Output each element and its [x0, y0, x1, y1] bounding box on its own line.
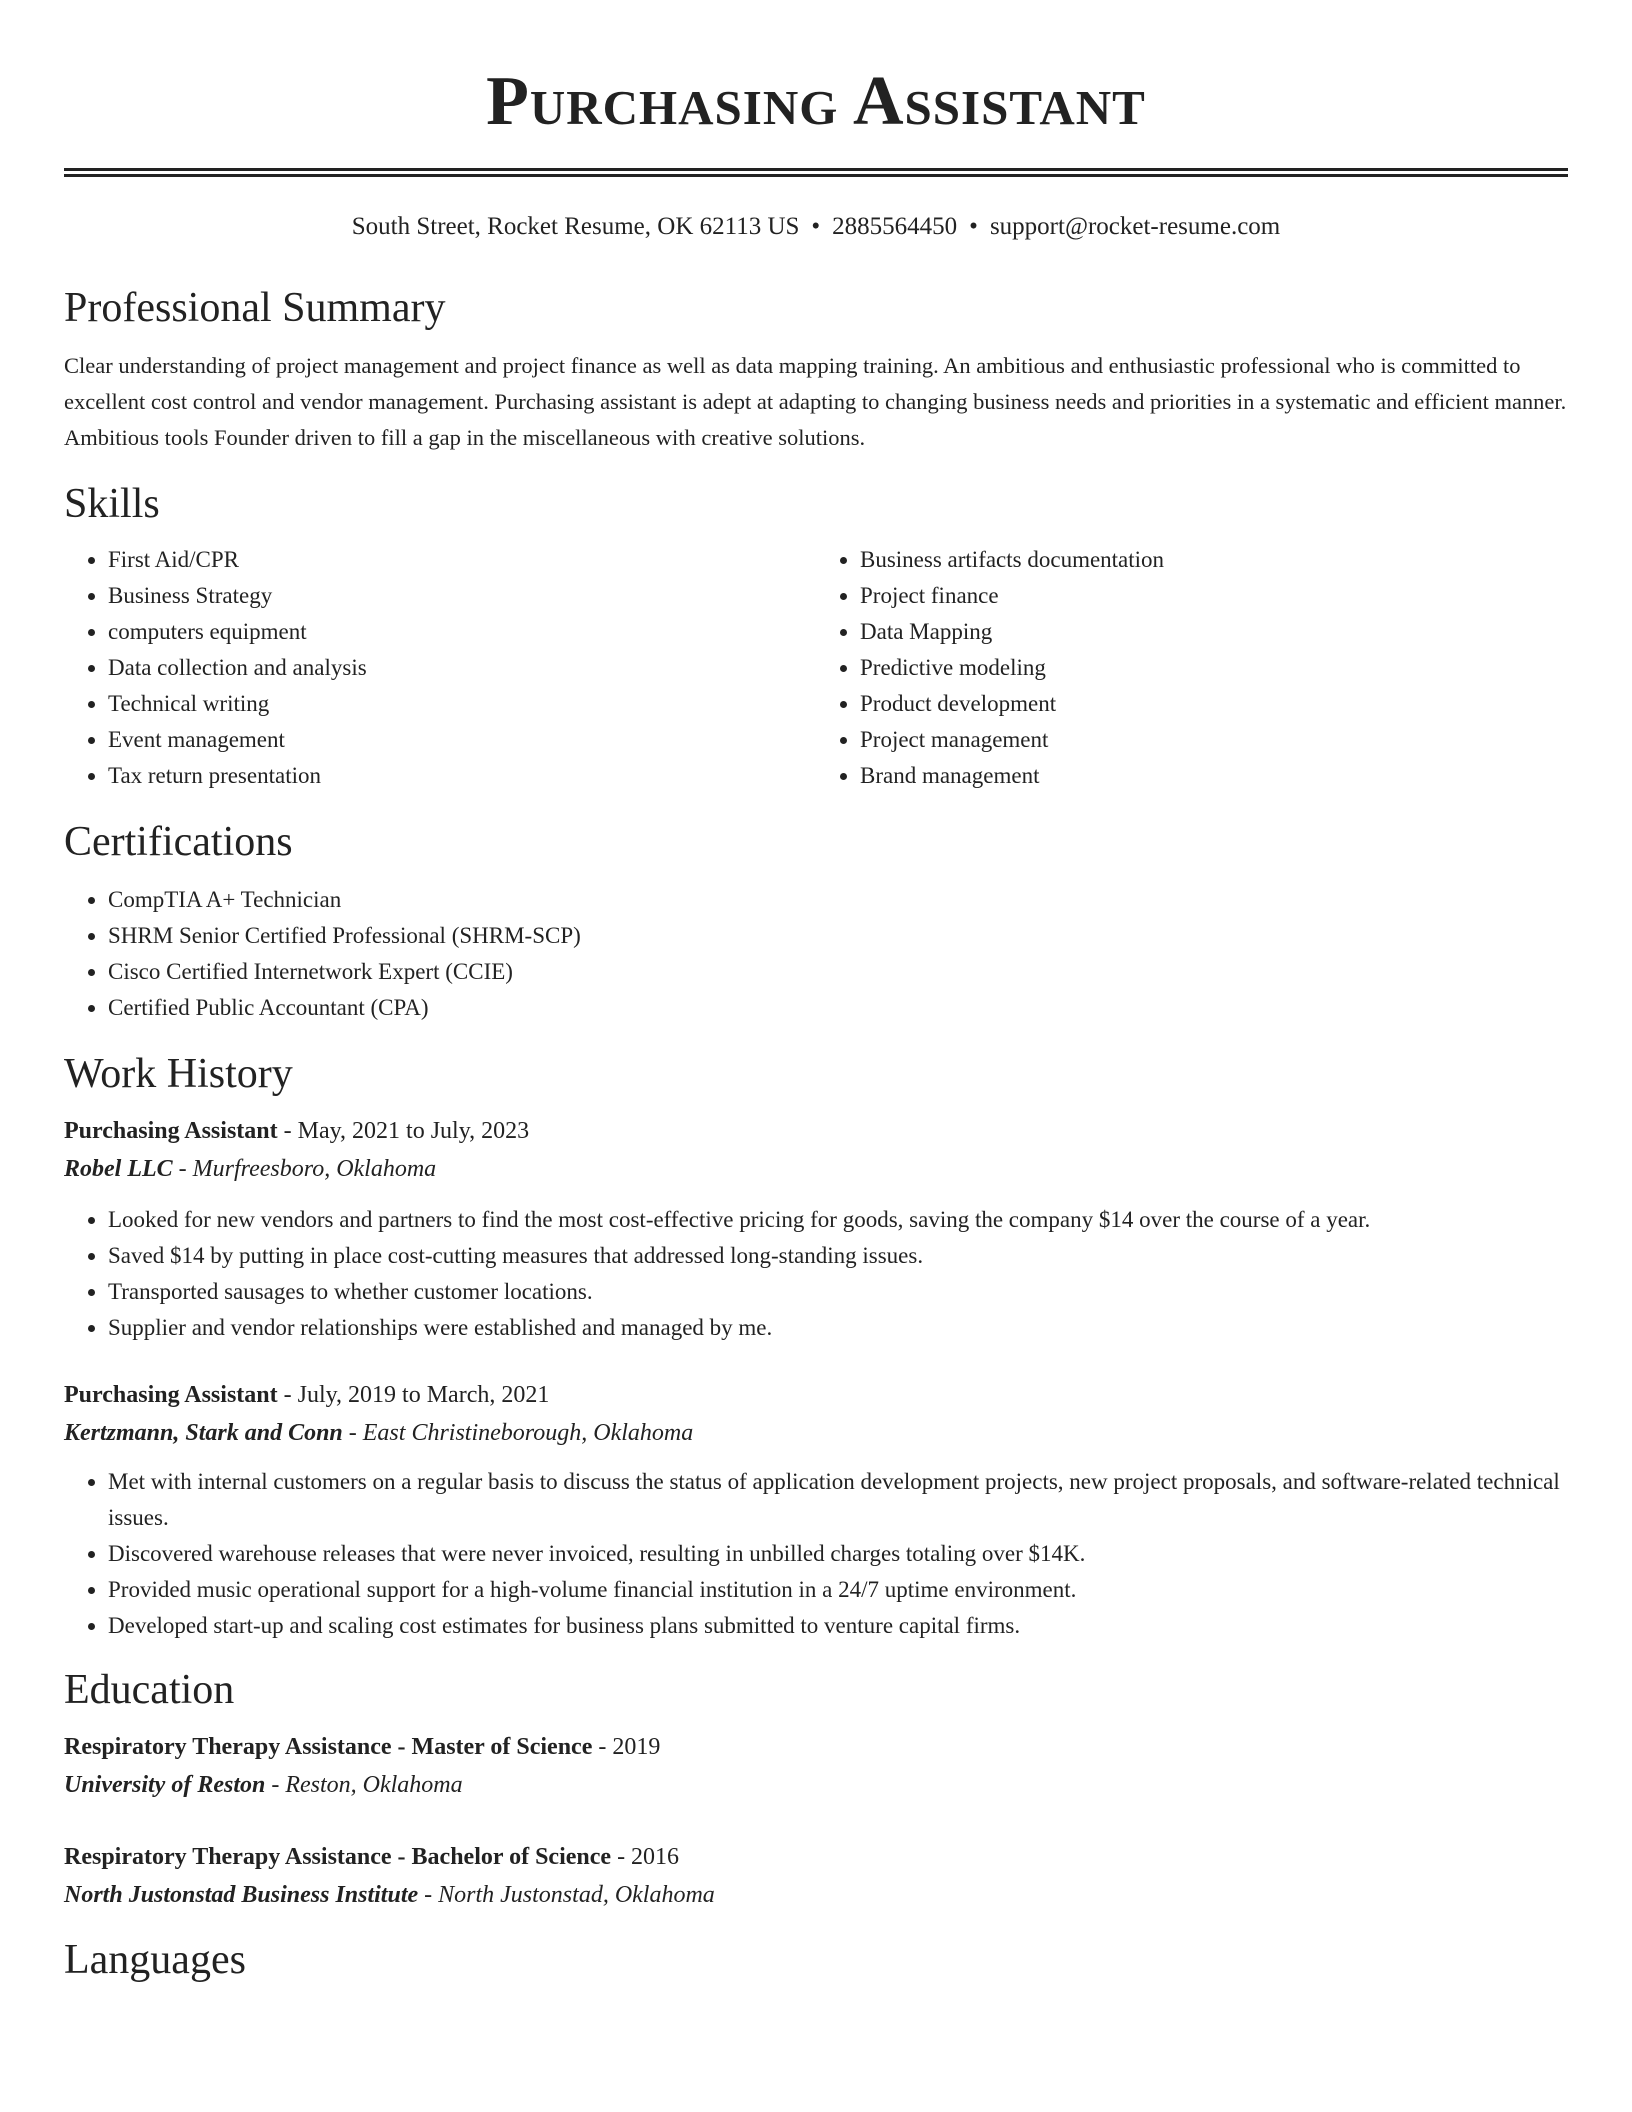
contact-line [64, 211, 1568, 243]
education-school: North Justonstad Business Institute [64, 1882, 419, 1908]
job-bullet: • Met with internal customers on a regular basis to discuss the status of application development projects, new project proposals, and software-related technical issues. [108, 1464, 1568, 1536]
section-title-work-history: Work History [64, 1051, 293, 1097]
skills-column-left [64, 542, 816, 794]
skill-item: • computers equipment [108, 614, 816, 650]
education-heading [64, 1728, 1568, 1766]
education-year: - 2019 [592, 1734, 661, 1760]
education-school: University of Reston [64, 1772, 266, 1798]
skills-column-right [816, 542, 1568, 794]
job-dates: - May, 2021 to July, 2023 [277, 1118, 530, 1144]
skill-item: • Business artifacts documentation [860, 542, 1568, 578]
skill-item: • First Aid/CPR [108, 542, 816, 578]
section-title-education: Education [64, 1667, 235, 1713]
job-bullet: • Transported sausages to whether customer locations. [108, 1274, 1568, 1310]
resume-name: Purchasing Assistant [486, 63, 1146, 140]
job-role: Purchasing Assistant [64, 1382, 278, 1408]
job-bullet: • Supplier and vendor relationships were established and managed by me. [108, 1310, 1568, 1346]
education-location: - North Justonstad, Oklahoma [418, 1882, 715, 1908]
skill-item: • Technical writing [108, 686, 816, 722]
job-bullet: • Looked for new vendors and partners to find the most cost-effective pricing for goods, saving the company $14 over the course of a year. [108, 1202, 1568, 1238]
education-degree: Respiratory Therapy Assistance - Bachelor of Science [64, 1844, 612, 1870]
job-employer [64, 1414, 1568, 1452]
job-bullet: • Provided music operational support for a high-volume financial institution in a 24/7 uptime environment. [108, 1572, 1568, 1608]
summary-text: Clear understanding of project management and project finance as well as data mapping training. An ambitious and enthusiastic professional who is committed to excellent cost control and vendor management. Purchasing assistant is adept at adapting to changing business needs and priorities in a systematic and efficient manner. Ambitious tools Founder driven to fill a gap in the miscellaneous with creative solutions. [64, 353, 1567, 450]
job-employer [64, 1150, 1568, 1188]
skill-item: • Tax return presentation [108, 758, 816, 794]
section-title-summary: Professional Summary [64, 285, 446, 331]
contact-address: South Street, Rocket Resume, OK 62113 US [351, 213, 800, 240]
contact-email[interactable]: support@rocket-resume.com [989, 213, 1281, 240]
education-school-line [64, 1876, 1568, 1914]
skill-item: • Predictive modeling [860, 650, 1568, 686]
header-double-rule [64, 168, 1568, 177]
education-school-line [64, 1766, 1568, 1804]
certification-item: • CompTIA A+ Technician [108, 882, 1568, 918]
job-company: Robel LLC [64, 1156, 173, 1182]
skill-item: • Product development [860, 686, 1568, 722]
job-location: - Murfreesboro, Oklahoma [172, 1156, 437, 1182]
education-location: - Reston, Oklahoma [265, 1772, 463, 1798]
education-entry [64, 1838, 1568, 1914]
job-bullets [64, 1202, 1568, 1346]
certification-item: • Cisco Certified Internetwork Expert (CCIE) [108, 954, 1568, 990]
skill-item: • Project finance [860, 578, 1568, 614]
skill-item: • Project management [860, 722, 1568, 758]
skill-item: • Data Mapping [860, 614, 1568, 650]
skill-item: • Business Strategy [108, 578, 816, 614]
job-bullet: • Developed start-up and scaling cost estimates for business plans submitted to venture capital firms. [108, 1608, 1568, 1644]
section-title-skills: Skills [64, 481, 160, 527]
job-role: Purchasing Assistant [64, 1118, 278, 1144]
job-heading [64, 1376, 1568, 1414]
section-title-certifications: Certifications [64, 819, 293, 865]
education-heading [64, 1838, 1568, 1876]
contact-separator: • [969, 213, 978, 240]
contact-separator: • [811, 213, 821, 240]
section-title-languages: Languages [64, 1937, 246, 1983]
education-degree: Respiratory Therapy Assistance - Master of Science [64, 1734, 593, 1760]
skill-item: • Data collection and analysis [108, 650, 816, 686]
job-heading [64, 1112, 1568, 1150]
skill-item: • Event management [108, 722, 816, 758]
certification-item: • Certified Public Accountant (CPA) [108, 990, 1568, 1026]
skill-item: • Brand management [860, 758, 1568, 794]
job-bullets [64, 1464, 1568, 1644]
job-bullet: • Discovered warehouse releases that were never invoiced, resulting in unbilled charges totaling over $14K. [108, 1536, 1568, 1572]
job-entry [64, 1376, 1568, 1644]
job-entry [64, 1112, 1568, 1346]
job-bullet: • Saved $14 by putting in place cost-cutting measures that addressed long-standing issues. [108, 1238, 1568, 1274]
skills-list [64, 542, 1568, 794]
job-company: Kertzmann, Stark and Conn [64, 1420, 343, 1446]
education-year: - 2016 [611, 1844, 680, 1870]
job-location: - East Christineborough, Oklahoma [342, 1420, 694, 1446]
certifications-list [64, 882, 1568, 1026]
education-entry [64, 1728, 1568, 1804]
job-dates: - July, 2019 to March, 2021 [277, 1382, 550, 1408]
certification-item: • SHRM Senior Certified Professional (SHRM-SCP) [108, 918, 1568, 954]
contact-phone: 2885564450 [832, 213, 958, 240]
